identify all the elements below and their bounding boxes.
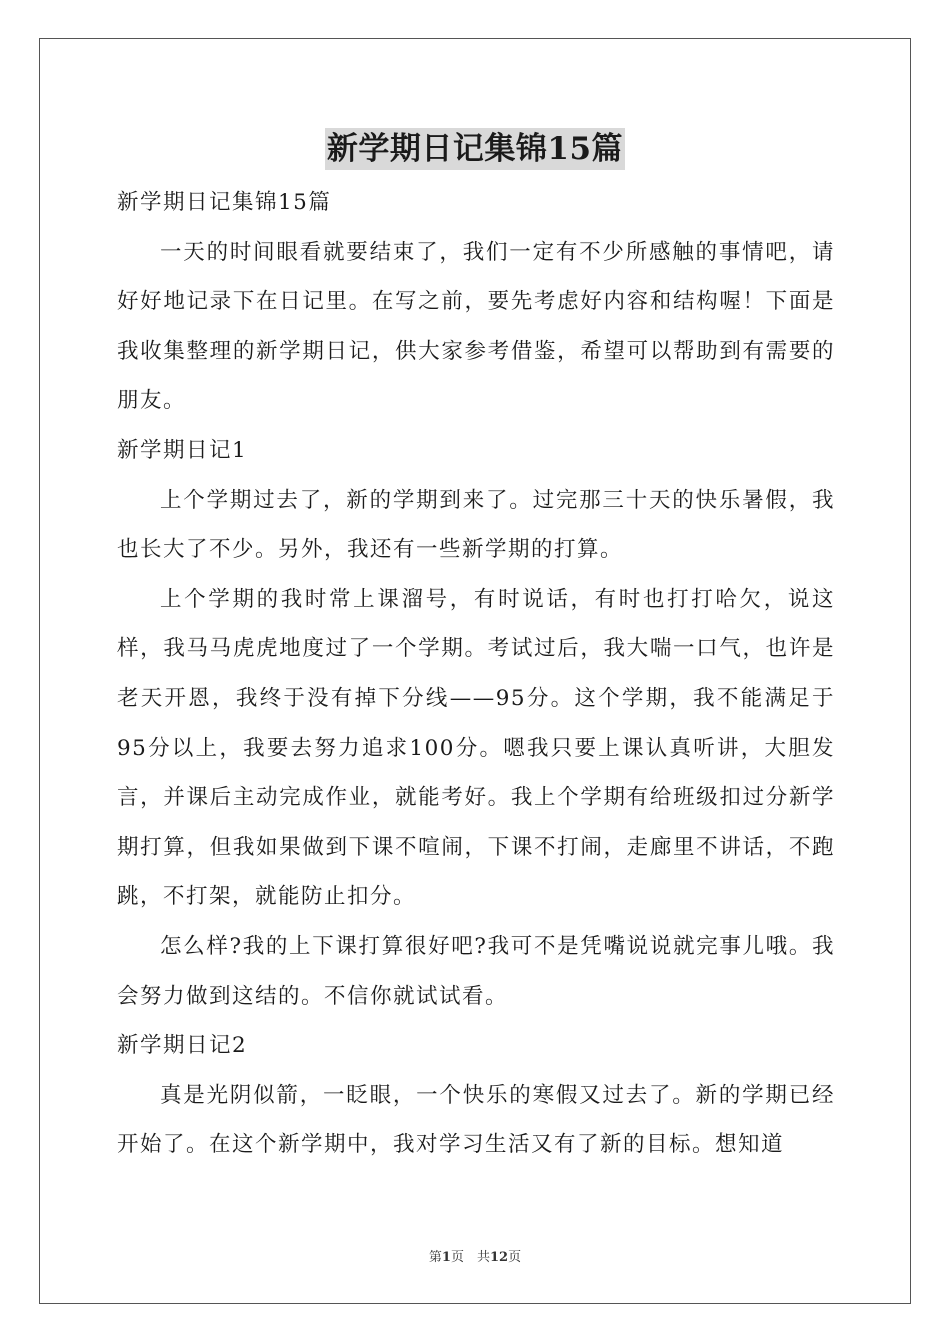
section-heading: 新学期日记集锦15篇 [117, 190, 332, 215]
document-title: 新学期日记集锦15篇 [325, 128, 625, 170]
body-paragraph: 上个学期的我时常上课溜号，有时说话，有时也打打哈欠，说这样，我马马虎虎地度过了一个学期。考试过后，我大喘一口气，也许是老天开恩，我终于没有掉下分线——95分。这个学期，我不能满足于95分以上，我要去努力追求100分。嗯我只要上课认真听讲，大胆发言，并课后主动完成作业，就能考好。我上个学期有给班级扣过分新学期打算，但我如果做到下课不喧闹，下课不打闹，走廊里不讲话，不跑跳，不打架，就能防止扣分。 [117, 586, 835, 910]
body-paragraph: 上个学期过去了，新的学期到来了。过完那三十天的快乐暑假，我也长大了不少。另外，我还有一些新学期的打算。 [117, 487, 835, 563]
footer-page-total: 12 [489, 1250, 509, 1265]
document-body [117, 178, 835, 1170]
footer-page-number: 1 [441, 1250, 451, 1265]
section-heading: 新学期日记2 [117, 1033, 248, 1059]
footer-page-prefix: 第 [428, 1250, 442, 1265]
page-footer [0, 1246, 950, 1265]
body-paragraph: 怎么样?我的上下课打算很好吧?我可不是凭嘴说说就完事儿哦。我会努力做到这结的。不信你就试试看。 [117, 933, 835, 1009]
title-container [0, 128, 950, 170]
footer-page-mid: 页 共 [450, 1250, 490, 1265]
section-heading: 新学期日记1 [117, 437, 248, 463]
footer-page-suffix: 页 [508, 1250, 522, 1265]
body-paragraph: 一天的时间眼看就要结束了，我们一定有不少所感触的事情吧，请好好地记录下在日记里。在写之前，要先考虑好内容和结构喔！下面是我收集整理的新学期日记，供大家参考借鉴，希望可以帮助到有需要的朋友。 [117, 239, 835, 414]
body-paragraph: 真是光阴似箭，一眨眼，一个快乐的寒假又过去了。新的学期已经开始了。在这个新学期中，我对学习生活又有了新的目标。想知道 [117, 1082, 835, 1158]
